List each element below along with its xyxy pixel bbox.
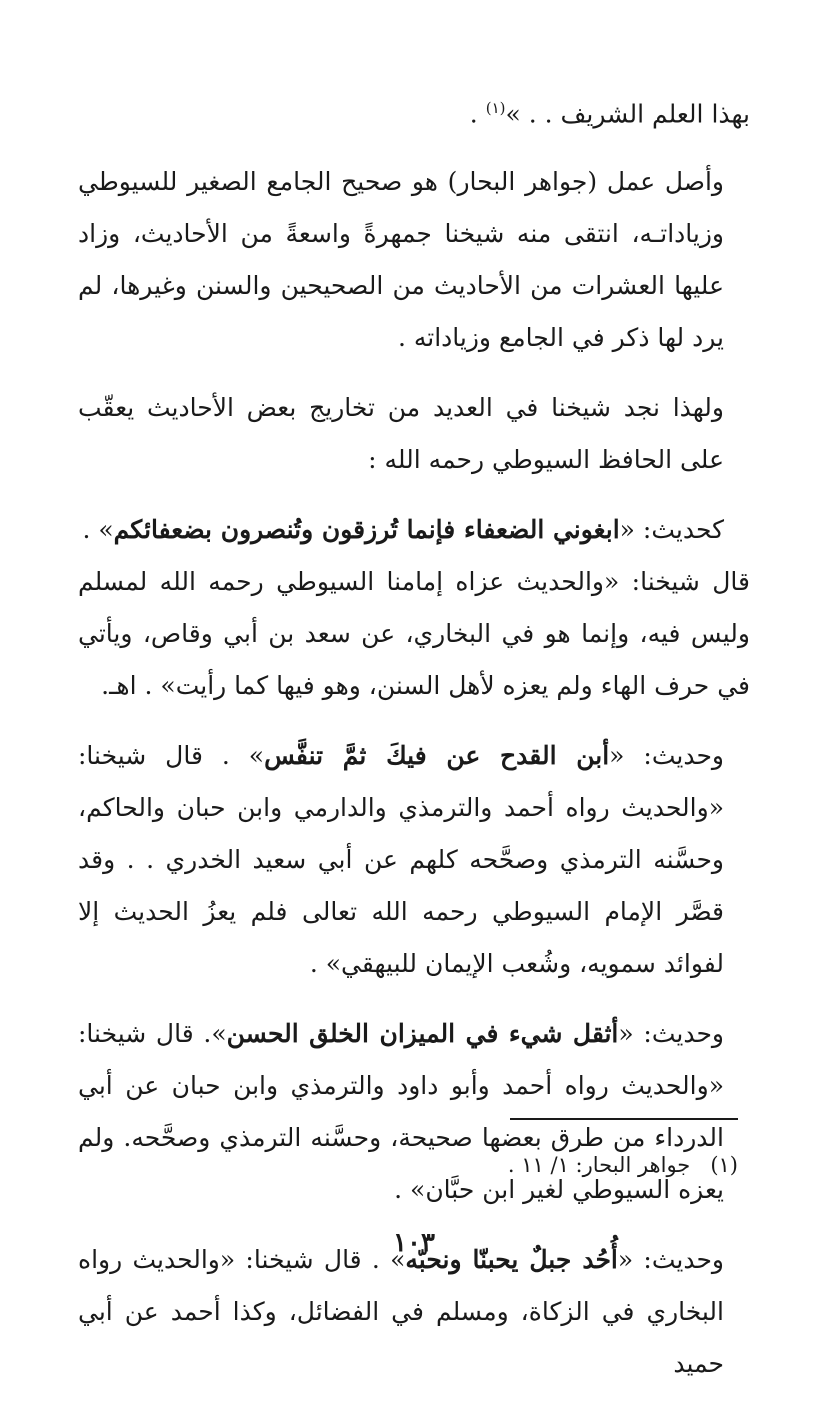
hadith-4-comment: » . قال شيخنا: «والحديث رواه البخاري في الزكاة، ومسلم في الفضائل، وكذا أحمد عن أبي حميد [78,1245,724,1379]
quote-end-text: بهذا العلم الشريف . . » [505,99,750,129]
page-number: ١٠٣ [393,1228,435,1258]
footnote-text: جواهر البحار: ١/ ١١ . [507,1153,691,1177]
footnote-number: (١) [710,1153,738,1177]
footnote-marker: (١) [485,99,506,117]
hadith-2-text: أبن القدح عن فيكَ ثمَّ تنفَّس [264,741,610,771]
body-text [78,82,750,1408]
paragraph-commentary: ولهذا نجد شيخنا في العديد من تخاريج بعض الأحاديث يعقّب على الحافظ السيوطي رحمه الله : [78,393,724,475]
hadith-3-comment: ». قال شيخنا: «والحديث رواه أحمد وأبو داود والترمذي وابن حبان عن أبي الدرداء من طرق بعضها صحيحة، وحسَّنه الترمذي وصحَّحه. ولم يعزه السيوطي لغير ابن حبَّان» . [78,1019,724,1205]
footnote-divider [510,1118,738,1120]
paragraph-hadith-2 [78,730,750,990]
paragraph-hadith-1 [78,504,750,556]
hadith-3-text: أثقل شيء في الميزان الخلق الحسن [226,1019,619,1049]
paragraph-quote-end [78,82,750,140]
paragraph-origin: وأصل عمل (جواهر البحار) هو صحيح الجامع الصغير للسيوطي وزياداتـه، انتقى منه شيخنا جمهرةً واسعةً من الأحاديث، وزاد عليها العشرات من الأحاديث من الصحيحين والسنن وغيرها، لم يرد لها ذكر في الجامع وزياداته . [78,167,724,353]
paragraph-hadith-3 [78,1008,750,1216]
hadith-2-intro: وحديث: « [609,741,725,771]
footnote [508,1150,738,1180]
hadith-2-comment: » . قال شيخنا: «والحديث رواه أحمد والترمذي والدارمي وابن حبان والحاكم، وحسَّنه الترمذي وصحَّحه كلهم عن أبي سعيد الخدري . . وقد قصَّر الإمام السيوطي رحمه الله تعالى فلم يعزُ الحديث إلا لفوائد سمويه، وشُعب الإيمان للبيهقي» . [78,741,724,979]
hadith-1-text: ابغوني الضعفاء فإنما تُرزقون وتُنصرون بضعفائكم [113,515,620,545]
hadith-4-intro: وحديث: « [617,1245,724,1275]
hadith-4-text: أُحُد جبلٌ يحبنّا ونحبّه [405,1245,618,1275]
quote-end-period: . [469,99,486,129]
hadith-1-intro: كحديث: « [619,515,724,545]
hadith-1-close: » . [82,515,114,545]
paragraph-hadith-1-comment: قال شيخنا: «والحديث عزاه إمامنا السيوطي رحمه الله لمسلم وليس فيه، وإنما هو في البخاري، عن سعد بن أبي وقاص، ويأتي في حرف الهاء ولم يعزه لأهل السنن، وهو فيها كما رأيت» . اهـ. [78,567,750,701]
hadith-3-intro: وحديث: « [618,1019,724,1049]
